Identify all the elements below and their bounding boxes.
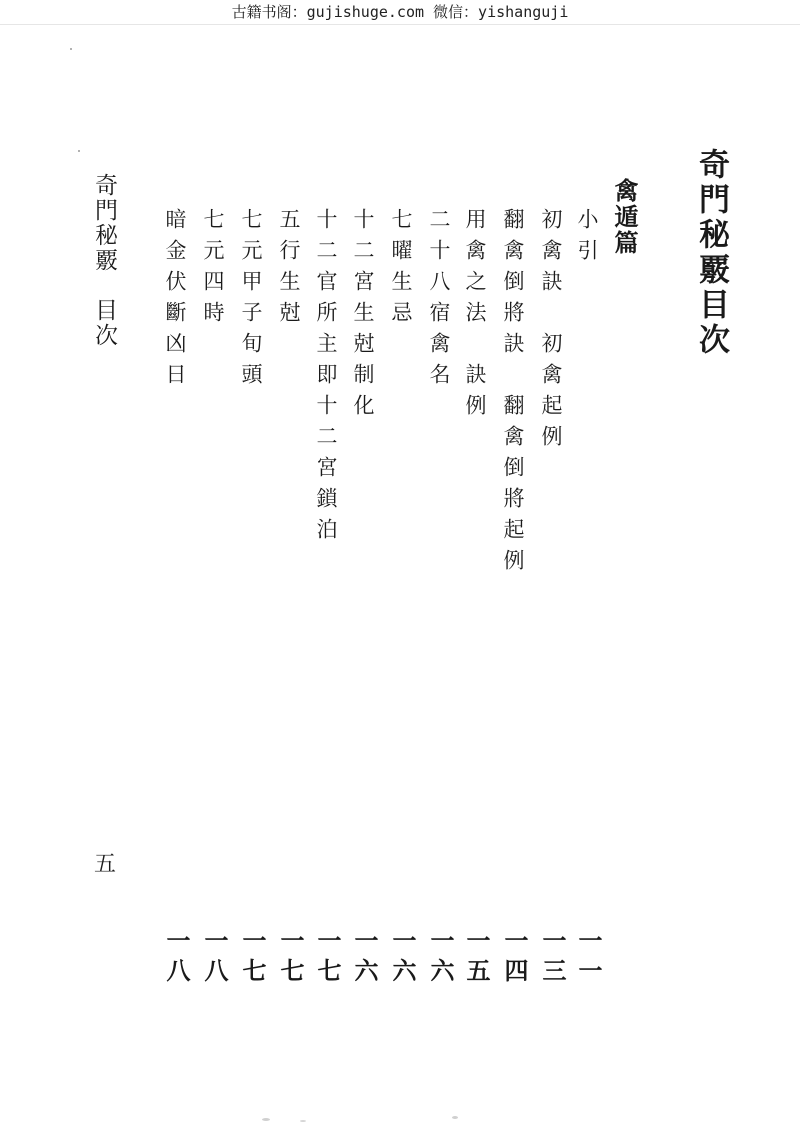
toc-page-number: 一七 bbox=[276, 928, 305, 988]
watermark-text: 古籍书阁：gujishuge.com 微信：yishanguji bbox=[231, 3, 569, 21]
toc-page-number: 一六 bbox=[350, 928, 379, 988]
toc-page-number: 一七 bbox=[313, 928, 342, 988]
scan-speck bbox=[262, 1118, 270, 1121]
page-number: 五 bbox=[94, 852, 117, 877]
toc-entry: 翻禽倒將訣 翻禽倒將起例 bbox=[501, 208, 525, 580]
scan-speck bbox=[452, 1116, 458, 1119]
toc-page-number: 一六 bbox=[388, 928, 417, 988]
toc-entry: 十二官所主即十二宮鎖泊 bbox=[314, 208, 338, 549]
toc-entry: 暗金伏斷凶日 bbox=[163, 208, 187, 394]
toc-entry: 五行生尅 bbox=[277, 208, 301, 332]
top-bar bbox=[0, 0, 800, 25]
toc-page-number: 一四 bbox=[500, 928, 529, 988]
toc-entry: 二十八宿禽名 bbox=[427, 208, 451, 394]
toc-entry: 初禽訣 初禽起例 bbox=[539, 208, 563, 456]
toc-entry: 用禽之法 訣例 bbox=[463, 208, 487, 425]
toc-page-number: 一三 bbox=[538, 928, 567, 988]
toc-entry: 七元四時 bbox=[201, 208, 225, 332]
toc-entry: 七曜生忌 bbox=[389, 208, 413, 332]
scan-speck bbox=[78, 150, 80, 152]
toc-page-number: 一一 bbox=[574, 928, 603, 988]
toc-page-number: 一八 bbox=[200, 928, 229, 988]
toc-entry: 小引 bbox=[575, 208, 599, 270]
page-title: 奇門秘覈目次 bbox=[693, 148, 729, 358]
toc-entry: 七元甲子旬頭 bbox=[239, 208, 263, 394]
running-head: 奇門秘覈 目次 bbox=[91, 173, 117, 348]
toc-page-number: 一六 bbox=[426, 928, 455, 988]
toc-entry: 十二宮生尅制化 bbox=[351, 208, 375, 425]
scan-speck bbox=[70, 48, 72, 50]
toc-page-number: 一七 bbox=[238, 928, 267, 988]
scan-speck bbox=[300, 1120, 306, 1122]
toc-page-number: 一八 bbox=[162, 928, 191, 988]
toc-page-number: 一五 bbox=[462, 928, 491, 988]
section-title: 禽遁篇 bbox=[610, 178, 639, 256]
